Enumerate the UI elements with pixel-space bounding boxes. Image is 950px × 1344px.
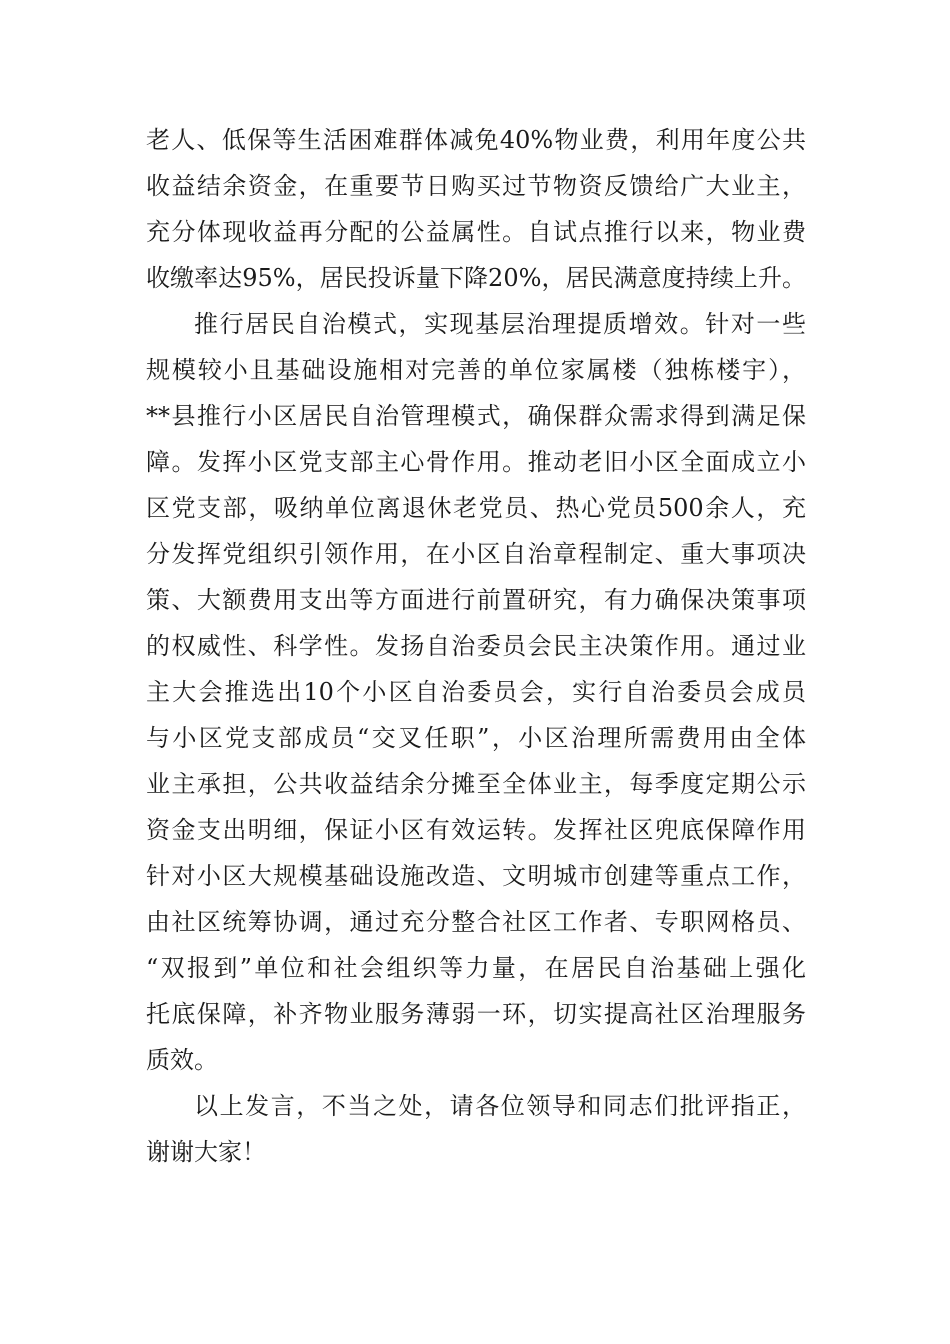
text-line: 区党支部，吸纳单位离退休老党员、热心党员500余人，充: [146, 494, 806, 522]
text-line: 资金支出明细，保证小区有效运转。发挥社区兜底保障作用: [146, 816, 806, 844]
text-line: 由社区统筹协调，通过充分整合社区工作者、专职网格员、: [146, 908, 806, 936]
text-line: 与小区党支部成员“交叉任职”，小区治理所需费用由全体: [146, 724, 806, 752]
text-line: 老人、低保等生活困难群体减免40%物业费，利用年度公共: [146, 126, 806, 154]
text-line: 收益结余资金，在重要节日购买过节物资反馈给广大业主，: [146, 172, 806, 200]
text-line: **县推行小区居民自治管理模式，确保群众需求得到满足保: [146, 402, 806, 430]
paragraph-last-line: 质效。: [146, 1046, 218, 1074]
text-line: 托底保障，补齐物业服务薄弱一环，切实提高社区治理服务: [146, 1000, 806, 1028]
closing-first-line: 以上发言，不当之处，请各位领导和同志们批评指正，: [194, 1092, 806, 1120]
text-line: 策、大额费用支出等方面进行前置研究，有力确保决策事项: [146, 586, 806, 614]
paragraph-first-line: 推行居民自治模式，实现基层治理提质增效。针对一些: [194, 310, 806, 338]
text-line: 针对小区大规模基础设施改造、文明城市创建等重点工作，: [146, 862, 806, 890]
text-line: 主大会推选出10个小区自治委员会，实行自治委员会成员: [146, 678, 806, 706]
text-line: 分发挥党组织引领作用，在小区自治章程制定、重大事项决: [146, 540, 806, 568]
closing-last-line: 谢谢大家！: [146, 1138, 266, 1166]
text-line: 充分体现收益再分配的公益属性。自试点推行以来，物业费: [146, 218, 806, 246]
text-line: 收缴率达95%，居民投诉量下降20%，居民满意度持续上升。: [146, 264, 806, 292]
text-line: 规模较小且基础设施相对完善的单位家属楼（独栋楼宇），: [146, 356, 806, 384]
text-line: 的权威性、科学性。发扬自治委员会民主决策作用。通过业: [146, 632, 806, 660]
text-line: 障。发挥小区党支部主心骨作用。推动老旧小区全面成立小: [146, 448, 806, 476]
text-line: 业主承担，公共收益结余分摊至全体业主，每季度定期公示: [146, 770, 806, 798]
text-line: “双报到”单位和社会组织等力量，在居民自治基础上强化: [146, 954, 806, 982]
